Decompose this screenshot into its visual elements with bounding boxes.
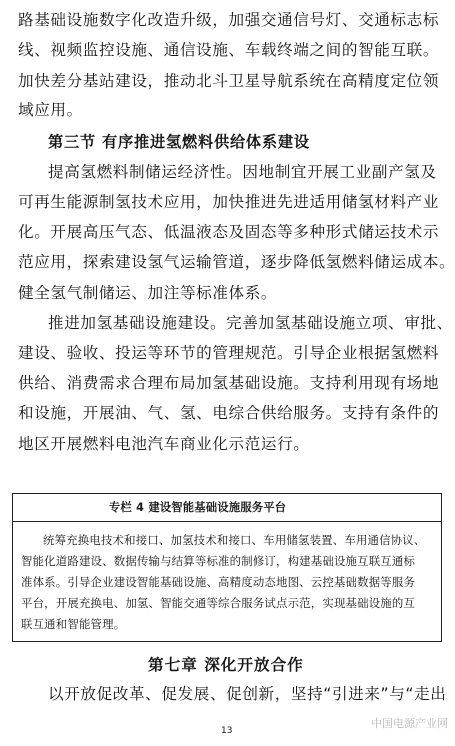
paragraph-line: 域应用。 bbox=[18, 101, 83, 119]
column-box-line: 平台，开展充换电、加氢、智能交通等综合服务试点示范，实现基础设施的互 bbox=[21, 596, 416, 610]
paragraph-line: 地区开展燃料电池汽车商业化示范运行。 bbox=[18, 435, 310, 453]
paragraph-line: 加快差分基站建设，推动北斗卫星导航系统在高精度定位领 bbox=[18, 72, 440, 90]
paragraph-line: 线、视频监控设施、通信设施、车载终端之间的智能互联。 bbox=[18, 41, 440, 59]
column-box bbox=[12, 493, 442, 642]
column-box-title: 专栏 4 建设智能基础设施服务平台 bbox=[109, 501, 287, 514]
watermark: 中国电源产业网 bbox=[371, 717, 448, 730]
paragraph-line: 可再生能源制氢技术应用，加快推进先进适用储氢材料产业 bbox=[18, 193, 440, 211]
paragraph-line: 建设、验收、投运等环节的管理规范。引导企业根据氢燃料 bbox=[18, 344, 440, 362]
column-box-line: 准体系。引导企业建设智能基础设施、高精度动态地图、云控基础数据等服务 bbox=[21, 575, 416, 589]
paragraph-line: 化。开展高压气态、低温液态及固态等多种形式储运技术示 bbox=[18, 223, 440, 241]
paragraph-line: 范应用，探索建设氢气运输管道，逐步降低氢燃料储运成本。 bbox=[18, 253, 455, 271]
column-box-header bbox=[13, 494, 441, 522]
chapter-heading: 第七章 深化开放合作 bbox=[148, 656, 304, 674]
paragraph-line: 健全氢气制储运、加注等标准体系。 bbox=[18, 284, 278, 302]
section-heading: 第三节 有序推进氢燃料供给体系建设 bbox=[48, 133, 310, 151]
paragraph-line: 和设施，开展油、气、氢、电综合供给服务。支持有条件的 bbox=[18, 404, 440, 422]
paragraph-line: 路基础设施数字化改造升级，加强交通信号灯、交通标志标 bbox=[18, 11, 440, 29]
paragraph-line: 以开放促改革、促发展、促创新，坚持“引进来”与“走出 bbox=[48, 685, 447, 703]
paragraph-line: 供给、消费需求合理布局加氢基础设施。支持利用现有场地 bbox=[18, 374, 440, 392]
column-box-line: 联互通和智能管理。 bbox=[21, 617, 126, 631]
column-box-line: 统筹充换电技术和接口、加氢技术和接口、车用储氢装置、车用通信协议、 bbox=[43, 533, 426, 547]
paragraph-line: 推进加氢基础设施建设。完善加氢基础设施立项、审批、 bbox=[48, 314, 453, 332]
paragraph-line: 提高氢燃料制储运经济性。因地制宜开展工业副产氢及 bbox=[48, 163, 437, 181]
page-number: 13 bbox=[221, 726, 233, 736]
column-box-line: 智能化道路建设、数据传输与结算等标准的制修订，构建基础设施互联互通标 bbox=[21, 554, 416, 568]
